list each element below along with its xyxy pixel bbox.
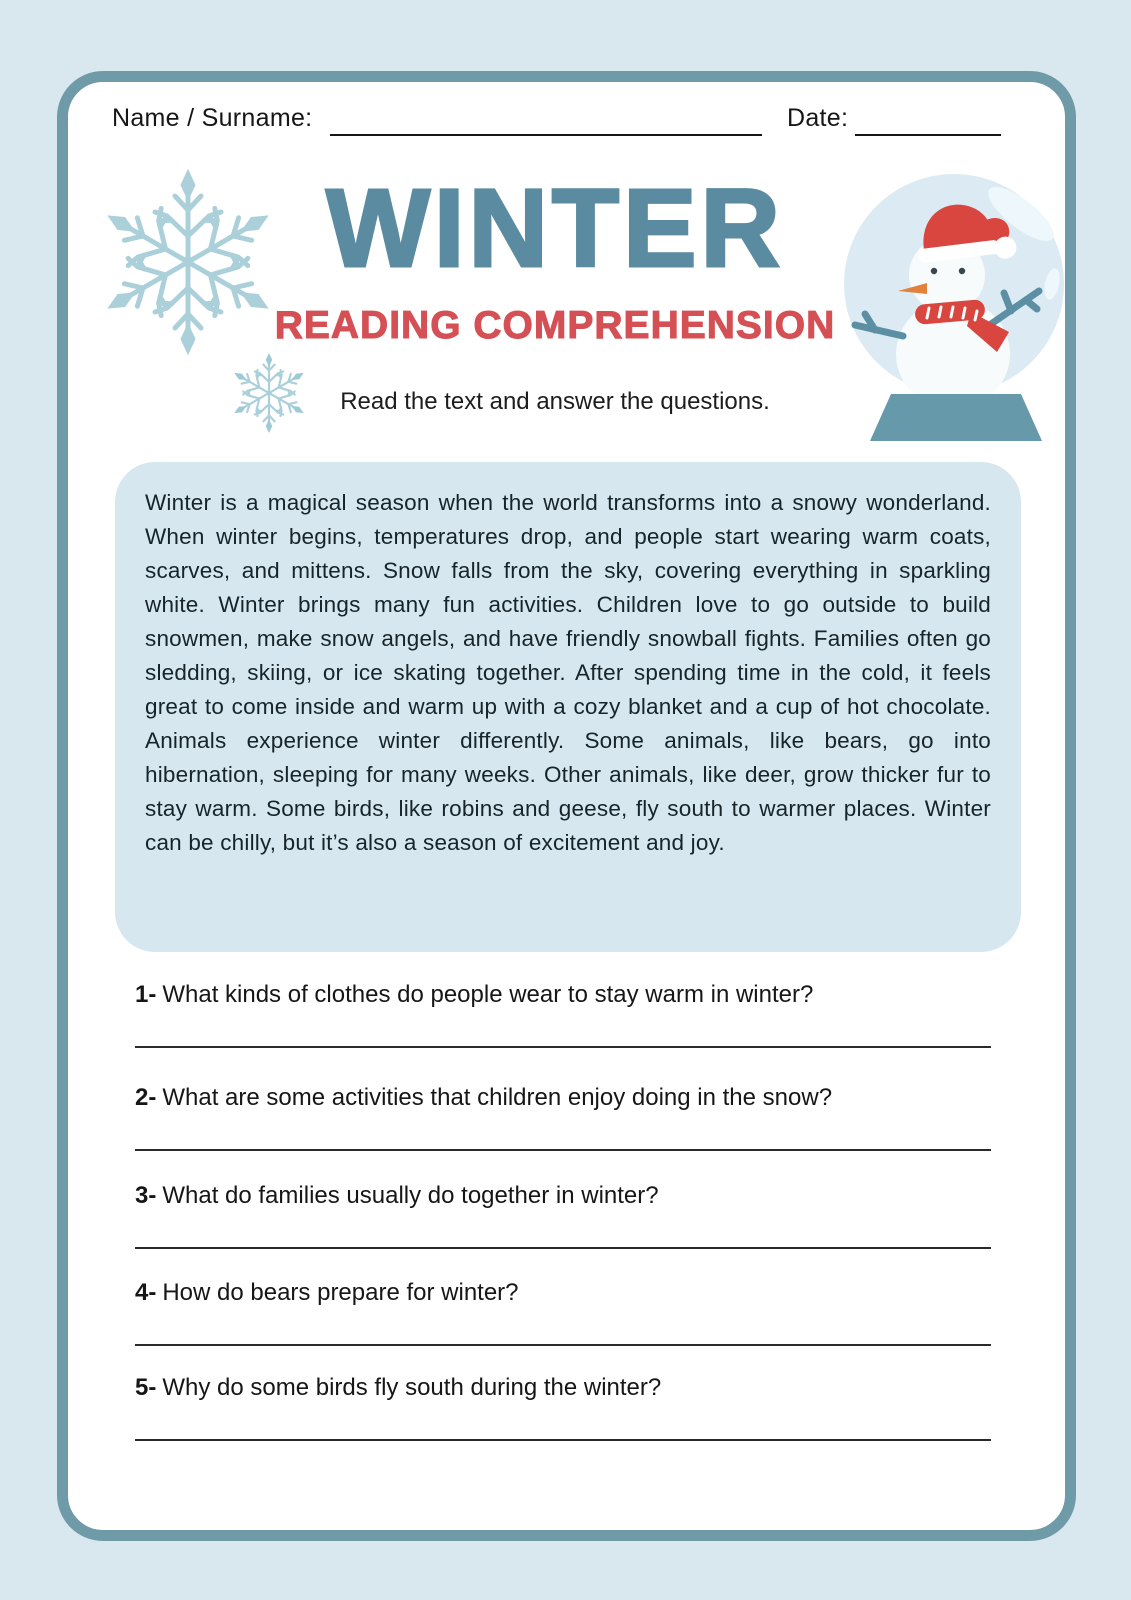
- name-surname-label: Name / Surname:: [112, 104, 313, 132]
- question-text: What do families usually do together in winter?: [162, 1182, 659, 1209]
- worksheet-subtitle: READING COMPREHENSION: [274, 304, 836, 347]
- question-4: [135, 1278, 991, 1346]
- question-text: What kinds of clothes do people wear to stay warm in winter?: [162, 981, 814, 1008]
- question-1: [135, 980, 991, 1048]
- question-text: How do bears prepare for winter?: [162, 1279, 519, 1306]
- answer-line: [135, 1344, 991, 1346]
- name-answer-line: [330, 134, 762, 136]
- reading-passage: Winter is a magical season when the world transforms into a snowy wonderland. When winter begins, temperatures drop, and people start wearing warm coats, scarves, and mittens. Snow falls from the sky, covering everything in sparkling white. Winter brings many fun activities. Children love to go outside to build snowmen, make snow angels, and have friendly snowball fights. Families often go sledding, skiing, or ice skating together. After spending time in the cold, it feels great to come inside and warm up with a cozy blanket and a cup of hot chocolate. Animals experience winter differently. Some animals, like bears, go into hibernation, sleeping for many weeks. Other animals, like deer, grow thicker fur to stay warm. Some birds, like robins and geese, fly south to warmer places. Winter can be chilly, but it’s also a season of excitement and joy.: [115, 462, 1021, 952]
- answer-line: [135, 1439, 991, 1441]
- answer-line: [135, 1149, 991, 1151]
- date-label: Date:: [787, 104, 849, 132]
- question-number: 3-: [135, 1182, 157, 1209]
- question-5: [135, 1373, 991, 1441]
- date-answer-line: [855, 134, 1001, 136]
- globe-base: [870, 394, 1042, 441]
- instruction-text: Read the text and answer the questions.: [340, 388, 770, 415]
- answer-line: [135, 1046, 991, 1048]
- answer-line: [135, 1247, 991, 1249]
- question-number: 4-: [135, 1279, 157, 1306]
- snow-globe-snowman-illustration: [841, 162, 1088, 449]
- question-number: 2-: [135, 1084, 157, 1111]
- worksheet-card: [57, 71, 1076, 1541]
- worksheet-title: WINTER: [326, 167, 784, 290]
- question-3: [135, 1181, 991, 1249]
- question-number: 5-: [135, 1374, 157, 1401]
- question-text: What are some activities that children enjoy doing in the snow?: [162, 1084, 833, 1111]
- question-number: 1-: [135, 981, 157, 1008]
- question-2: [135, 1083, 991, 1151]
- question-text: Why do some birds fly south during the winter?: [162, 1374, 662, 1401]
